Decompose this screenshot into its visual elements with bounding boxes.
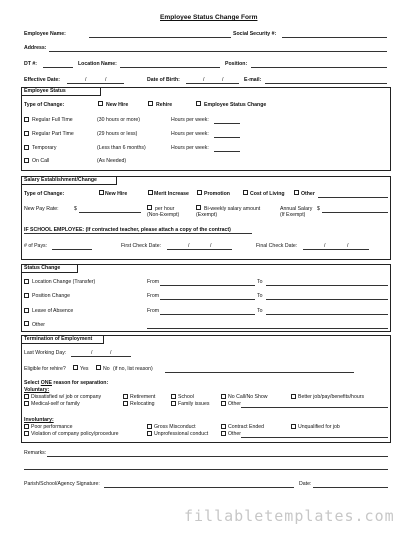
from-label: From <box>147 293 160 299</box>
employee-status-section <box>21 87 391 171</box>
salary-other-checkbox[interactable] <box>294 190 299 195</box>
effective-date-field[interactable] <box>67 83 124 84</box>
new-pay-rate-field[interactable] <box>79 212 141 213</box>
location-name-field[interactable] <box>120 67 220 68</box>
retirement-checkbox[interactable] <box>123 394 128 399</box>
termination-header: Termination of Employment <box>24 336 93 342</box>
date-slash: / <box>203 77 205 83</box>
vol-other-checkbox[interactable] <box>221 401 226 406</box>
signature-field[interactable] <box>104 487 294 488</box>
dob-label: Date of Birth: <box>147 77 180 83</box>
salary-option: Promotion <box>204 191 230 197</box>
employee-name-field[interactable] <box>89 37 231 38</box>
date-field[interactable] <box>313 487 388 488</box>
status-row-desc: (30 hours or more) <box>97 117 140 123</box>
status-change-header: Status Change <box>24 265 61 271</box>
salary-option: Other <box>301 191 315 197</box>
biweekly-label: Bi-weekly salary amount <box>204 206 261 212</box>
school-note: IF SCHOOL EMPLOYEE: (If contracted teacher, please attach a copy of the contract) <box>24 227 231 233</box>
location-name-label: Location Name: <box>78 61 117 67</box>
rehire-yes-label: Yes <box>80 366 89 372</box>
involuntary-label: Involuntary: <box>24 417 54 423</box>
hours-field[interactable] <box>214 137 240 138</box>
status-row-label: Regular Full Time <box>32 117 73 123</box>
position-field[interactable] <box>251 67 387 68</box>
temporary-checkbox[interactable] <box>24 145 29 150</box>
final-check-label: Final Check Date: <box>256 243 298 249</box>
on-call-checkbox[interactable] <box>24 158 29 163</box>
salary-option: New Hire <box>105 191 128 197</box>
email-field[interactable] <box>265 83 387 84</box>
from-field[interactable] <box>160 285 255 286</box>
location-change-checkbox[interactable] <box>24 279 29 284</box>
rehire-checkbox[interactable] <box>148 101 153 106</box>
rehire-yes-checkbox[interactable] <box>73 365 78 370</box>
date-slash: / <box>105 77 107 83</box>
annual-salary-label: Annual Salary <box>280 206 313 212</box>
last-working-day-label: Last Working Day: <box>24 350 67 356</box>
vol-item: No Call/No Show <box>228 394 268 400</box>
per-hour-checkbox[interactable] <box>147 205 152 210</box>
rehire-label: Rehire <box>156 102 173 108</box>
rehire-reason-field[interactable] <box>165 372 354 373</box>
salary-type-label: Type of Change: <box>24 191 65 197</box>
dollar-sign: $ <box>317 206 320 212</box>
status-row-desc: (As Needed) <box>97 158 127 164</box>
remarks-label: Remarks: <box>24 450 47 456</box>
status-change-checkbox[interactable] <box>196 101 201 106</box>
eligible-rehire-label: Eligible for rehire? <box>24 366 66 372</box>
status-other-checkbox[interactable] <box>24 321 29 326</box>
from-label: From <box>147 308 160 314</box>
inv-item: Violation of company policy/procedure <box>31 431 119 437</box>
vol-item: Medical-self or family <box>31 401 80 407</box>
address-field[interactable] <box>49 51 387 52</box>
cost-of-living-checkbox[interactable] <box>243 190 248 195</box>
from-label: From <box>147 279 160 285</box>
date-slash: / <box>222 77 224 83</box>
status-row-desc: (29 hours or less) <box>97 131 138 137</box>
status-change-row-label: Position Change <box>32 293 71 299</box>
salary-new-hire-checkbox[interactable] <box>99 190 104 195</box>
inv-item: Contract Ended <box>228 424 265 430</box>
status-row-label: On Call <box>32 158 50 164</box>
salary-header: Salary Establishment/Change <box>24 177 97 183</box>
num-pays-field[interactable] <box>52 249 92 250</box>
inv-item: Gross Misconduct <box>154 424 196 430</box>
salary-other-field[interactable] <box>318 197 388 198</box>
to-label: To <box>257 279 263 285</box>
dollar-sign: $ <box>74 206 77 212</box>
vol-item: Retirement <box>130 394 156 400</box>
vol-item: Other <box>228 401 241 407</box>
dt-label: DT #: <box>24 61 37 67</box>
vol-item: Better job/pay/benefits/hours <box>298 394 365 400</box>
date-slash: / <box>347 243 349 249</box>
unqualified-checkbox[interactable] <box>291 424 296 429</box>
per-hour-label: per hour <box>155 206 175 212</box>
date-slash: / <box>324 243 326 249</box>
biweekly-checkbox[interactable] <box>196 205 201 210</box>
promotion-checkbox[interactable] <box>197 190 202 195</box>
inv-item: Poor performance <box>31 424 73 430</box>
no-call-checkbox[interactable] <box>221 394 226 399</box>
date-slash: / <box>110 350 112 356</box>
status-change-row-label: Location Change (Transfer) <box>32 279 96 285</box>
select-pre: Select <box>24 380 41 386</box>
rehire-no-checkbox[interactable] <box>96 365 101 370</box>
non-exempt-label: (Non-Exempt) <box>147 212 180 218</box>
date-slash: / <box>91 350 93 356</box>
remarks-field[interactable] <box>47 456 388 457</box>
inv-item: Unqualified for job <box>298 424 340 430</box>
status-row-label: Temporary <box>32 145 57 151</box>
contract-ended-checkbox[interactable] <box>221 424 226 429</box>
regular-part-time-checkbox[interactable] <box>24 131 29 136</box>
relocating-checkbox[interactable] <box>123 401 128 406</box>
hours-label: Hours per week: <box>171 117 209 123</box>
from-field[interactable] <box>160 314 255 315</box>
status-change-section <box>21 264 391 332</box>
status-other-field[interactable] <box>147 328 388 329</box>
if-exempt-label: (If Exempt) <box>280 212 306 218</box>
status-change-label: Employee Status Change <box>204 102 267 108</box>
rehire-no-reason-label: (if no, list reason) <box>113 366 153 372</box>
first-check-label: First Check Date: <box>121 243 162 249</box>
watermark: fillabletemplates.com <box>184 507 395 525</box>
salary-option: Cost of Living <box>250 191 285 197</box>
dob-field[interactable] <box>186 83 239 84</box>
ssn-field[interactable] <box>282 37 387 38</box>
date-slash: / <box>188 243 190 249</box>
salary-option: Merit Increase <box>154 191 189 197</box>
vol-item: School <box>178 394 194 400</box>
salary-section <box>21 176 391 260</box>
to-label: To <box>257 293 263 299</box>
status-change-row-label: Other <box>32 322 45 328</box>
school-note-underline <box>24 233 252 234</box>
email-label: E-mail: <box>244 77 262 83</box>
rehire-no-label: No <box>103 366 110 372</box>
dissatisfied-checkbox[interactable] <box>24 394 29 399</box>
status-row-desc: (Less than 6 months) <box>97 145 146 151</box>
inv-other-checkbox[interactable] <box>221 431 226 436</box>
annual-salary-field[interactable] <box>322 212 388 213</box>
select-post: reason for separation: <box>51 380 109 386</box>
merit-increase-checkbox[interactable] <box>148 190 153 195</box>
to-field[interactable] <box>266 285 388 286</box>
regular-full-time-checkbox[interactable] <box>24 117 29 122</box>
remarks-field-line-2[interactable] <box>24 469 388 470</box>
final-check-field[interactable] <box>303 249 369 250</box>
new-hire-label: New Hire <box>106 102 129 108</box>
vol-item: Relocating <box>130 401 155 407</box>
effective-date-label: Effective Date: <box>24 77 61 83</box>
from-field[interactable] <box>160 299 255 300</box>
vol-other-field[interactable] <box>241 407 388 408</box>
to-field[interactable] <box>266 299 388 300</box>
position-change-checkbox[interactable] <box>24 293 29 298</box>
vol-item: Dissatisfied w/ job or company <box>31 394 102 400</box>
school-checkbox[interactable] <box>171 394 176 399</box>
leave-of-absence-checkbox[interactable] <box>24 308 29 313</box>
position-label: Position: <box>225 61 248 67</box>
employee-status-header: Employee Status <box>24 88 66 94</box>
first-check-field[interactable] <box>167 249 232 250</box>
medical-checkbox[interactable] <box>24 401 29 406</box>
hours-field[interactable] <box>214 123 240 124</box>
status-change-row-label: Leave of Absence <box>32 308 74 314</box>
date-label: Date: <box>299 481 312 487</box>
inv-item: Other <box>228 431 241 437</box>
vol-item: Family issues <box>178 401 210 407</box>
form-title: Employee Status Change Form <box>160 14 258 21</box>
hours-label: Hours per week: <box>171 131 209 137</box>
family-issues-checkbox[interactable] <box>171 401 176 406</box>
date-slash: / <box>85 77 87 83</box>
status-row-label: Regular Part Time <box>32 131 74 137</box>
employee-name-label: Employee Name: <box>24 31 66 37</box>
ssn-label: Social Security #: <box>233 31 277 37</box>
new-pay-rate-label: New Pay Rate: <box>24 206 59 212</box>
hours-label: Hours per week: <box>171 145 209 151</box>
type-of-change-label: Type of Change: <box>24 102 65 108</box>
select-one: ONE <box>40 380 52 386</box>
better-job-checkbox[interactable] <box>291 394 296 399</box>
violation-checkbox[interactable] <box>24 431 29 436</box>
exempt-label: (Exempt) <box>196 212 218 218</box>
to-label: To <box>257 308 263 314</box>
hours-field[interactable] <box>214 151 240 152</box>
date-slash: / <box>210 243 212 249</box>
address-label: Address: <box>24 45 47 51</box>
to-field[interactable] <box>266 314 388 315</box>
inv-other-field[interactable] <box>241 437 388 438</box>
dt-field[interactable] <box>43 67 73 68</box>
unprofessional-checkbox[interactable] <box>147 431 152 436</box>
new-hire-checkbox[interactable] <box>98 101 103 106</box>
last-working-day-field[interactable] <box>71 356 131 357</box>
select-reason-label <box>24 380 108 386</box>
voluntary-label: Voluntary: <box>24 387 50 393</box>
poor-performance-checkbox[interactable] <box>24 424 29 429</box>
inv-item: Unprofessional conduct <box>154 431 209 437</box>
gross-misconduct-checkbox[interactable] <box>147 424 152 429</box>
num-pays-label: # of Pays: <box>24 243 48 249</box>
signature-label: Parish/School/Agency Signature: <box>24 481 100 487</box>
